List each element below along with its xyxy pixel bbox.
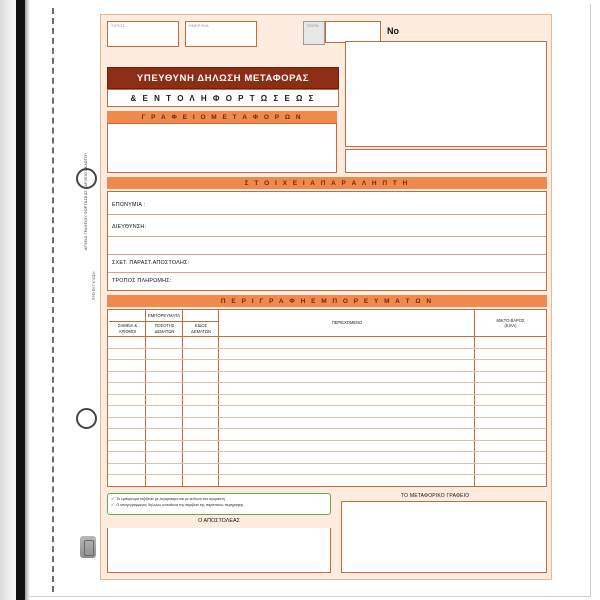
section-header-recipient: Σ Τ Ο Ι Χ Ε Ι Α Π Α Ρ Α Λ Η Π Τ Η	[107, 177, 547, 189]
side-note-print: ΠΡΟ ΕΚΤΥΠΩΣΗ	[92, 271, 96, 300]
table-row-rule	[108, 405, 546, 406]
page-subtitle: & Ε Ν Τ Ο Λ Η Φ Ο Ρ Τ Ω Σ Ε Ω Σ	[107, 89, 339, 107]
field-label-payment: ΤΡΟΠΟΣ ΠΛΗΡΩΜΗΣ:	[112, 278, 172, 284]
table-row-rule	[108, 394, 546, 395]
no-label: Νο	[387, 26, 399, 36]
date-label: ΗΜΕΡ/ΝΙΑ	[189, 24, 209, 28]
table-header-rule	[108, 336, 546, 337]
issuer-subline-area[interactable]	[345, 149, 547, 173]
col-header-contents	[219, 310, 475, 336]
number-field[interactable]	[325, 21, 381, 43]
place-field[interactable]	[107, 21, 179, 47]
page-title: ΥΠΕΥΘΥΝΗ ΔΗΛΩΣΗ ΜΕΤΑΦΟΡΑΣ	[107, 67, 339, 89]
recipient-block	[107, 191, 547, 291]
table-row-rule	[108, 474, 546, 475]
table-row-rule	[108, 440, 546, 441]
binding-black-band	[16, 0, 25, 600]
table-row-rule	[108, 359, 546, 360]
office-signature-box[interactable]	[341, 501, 547, 573]
series-label: ΣΕΙΡΑ	[307, 24, 319, 28]
field-label-name: ΕΠΩΝΥΜΙΑ :	[112, 202, 146, 208]
side-note-archive: ΑΡΧΕΙΟ ΓΡΑΦΕΙΟΥ ΦΟΡΤΩΣΕΩΣ - ΑΡΧΕΙΟ ΕΚΔΟΤΟΥ	[84, 152, 88, 250]
col-header-package-type-l2: ΔΕΜΑΤΩΝ	[191, 328, 211, 334]
field-label-reference: ΣΧΕΤ. ΠΑΡΑΣΤ.ΑΠΟΣΤΟΛΗΣ:	[112, 260, 190, 266]
transport-office-signature-label: ΤΟ ΜΕΤΑΦΟΡΙΚΟ ΓΡΑΦΕΙΟ	[401, 493, 470, 499]
table-row-rule	[108, 371, 546, 372]
recipient-rule-1	[108, 214, 546, 215]
recipient-rule-3	[108, 254, 546, 255]
table-row-rule	[108, 463, 546, 464]
issuer-stamp-area[interactable]	[345, 41, 547, 147]
col-header-package-type-l1: ΕΙΔΟΣ	[194, 323, 208, 329]
series-field[interactable]	[303, 21, 325, 45]
col-header-quantity	[146, 321, 183, 336]
check-icon-1: ✓	[111, 496, 115, 501]
perforation-line	[52, 8, 54, 592]
form-area	[100, 14, 552, 580]
col-header-marks-l2: ΑΡΙΘΜΟΙ	[118, 328, 137, 334]
table-row-rule	[108, 428, 546, 429]
binder-clip-icon	[80, 536, 96, 558]
sender-signature-box[interactable]	[107, 528, 331, 573]
goods-group-header: ΕΜΠΟΡΕΥΜΑΤΑ	[109, 310, 219, 322]
table-row-rule	[108, 348, 546, 349]
transport-office-input[interactable]	[107, 123, 337, 173]
note-line-1: Το εμπορευμα ταξιδευει με λογαριασμο και με κινδυνο του αγοραστη	[116, 497, 225, 501]
col-header-quantity-l2: ΔΕΜΑΤΩΝ	[154, 328, 175, 334]
col-header-gross-weight-l2: (ΚΙΛΑ)	[504, 323, 517, 328]
table-row-rule	[108, 382, 546, 383]
check-icon-2: ✓	[111, 502, 115, 508]
col-header-package-type	[183, 321, 219, 336]
section-header-goods: Π Ε Ρ Ι Γ Ρ Α Φ Η Ε Μ Π Ο Ρ Ε Υ Μ Α Τ Ω Ν	[107, 295, 547, 307]
recipient-rule-4	[108, 272, 546, 273]
sender-signature-label: Ο ΑΠΟΣΤΟΛΕΑΣ	[198, 518, 240, 524]
col-header-gross-weight	[475, 310, 546, 336]
table-row-rule	[108, 451, 546, 452]
note-line-2: Ο υπογεγραμμενος δηλωνω υπευθυνα την ακριβεια της παραπανω περιγραφης	[116, 503, 244, 508]
goods-table	[107, 309, 547, 487]
declaration-note	[107, 493, 331, 515]
date-field[interactable]	[185, 21, 257, 47]
table-row-rule	[108, 417, 546, 418]
col-header-marks-l1: ΣΗΜΕΙΑ &	[117, 323, 138, 329]
note-line-2-row	[111, 502, 327, 508]
place-label: ΤΟΠΟΣ...	[111, 24, 129, 28]
col-header-quantity-l1: ΠΟΣΟΤΗΣ	[154, 323, 175, 329]
section-header-transport-office: Γ Ρ Α Φ Ε Ι Ο Μ Ε Τ Α Φ Ο Ρ Ω Ν	[107, 111, 337, 128]
col-header-gross-weight-l1: ΜΙΚΤΟ ΒΑΡΟΣ	[496, 317, 525, 323]
punch-hole-bottom	[76, 408, 97, 429]
recipient-rule-2	[108, 236, 546, 237]
col-header-marks	[109, 321, 146, 336]
field-label-address: ΔΙΕΥΘΥΝΣΗ:	[112, 224, 147, 230]
col-header-contents-l1: ΠΕΡΙΕΧΟΜΕΝΟ	[331, 320, 363, 326]
